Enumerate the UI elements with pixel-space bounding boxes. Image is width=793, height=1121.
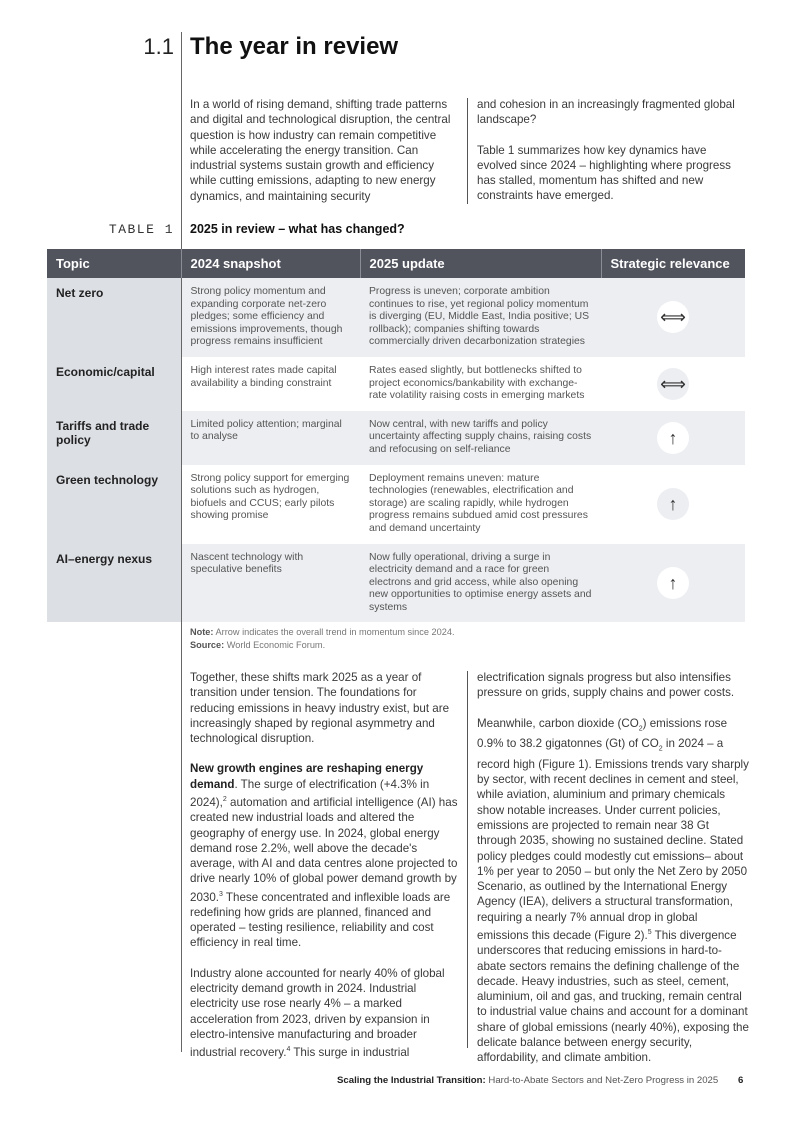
snapshot-cell: Strong policy momentum and expanding corporate net-zero pledges; some efficiency and emissions improvements, though progress remains insufficient (181, 278, 360, 357)
table-row (47, 465, 745, 544)
sideways-arrow-icon: ⟺ (657, 301, 689, 333)
snapshot-cell: High interest rates made capital availability a binding constraint (181, 357, 360, 411)
column-rule (467, 671, 468, 1048)
intro-paragraph: Table 1 summarizes how key dynamics have evolved since 2024 – highlighting where progress has stalled, momentum has shifted and new constraints have emerged. (477, 143, 731, 203)
table-note (190, 626, 455, 651)
paragraph-lead: New growth engines are reshaping energy demand (190, 762, 424, 791)
body-paragraph: Industry alone accounted for nearly 40% of global electricity demand growth in 2024. Industrial electricity use rose nearly 4% – a marked acceleration from 2023, driven by expansion in electro-intensive manufacturing and broader industrial recovery.$^4$ This surge in industrial (190, 966, 445, 1060)
topic-cell: Net zero (47, 278, 181, 357)
topic-cell: Tariffs and trade policy (47, 411, 181, 465)
up-arrow-icon: ↑ (657, 488, 689, 520)
topic-cell: Green technology (47, 465, 181, 544)
page-number: 6 (738, 1075, 744, 1086)
body-right-column (477, 670, 749, 1081)
body-paragraph: New growth engines are reshaping energy demand. The surge of electrification (+4.3% in 2024),$^2$ automation and artificial intelligence (AI) has created new industrial loads and altered the geography of energy use. In 2024, global energy demand rose 2.2%, well above the decade's average, with AI and data centres alone projected to drive nearly 10% of global power demand growth by 2030.$^3$ These concentrated and inflexible loads are redefining how grids are planned, financed and operated – testing resilience, reliability and cost efficiency in real time. (190, 762, 458, 950)
column-header-strategic-relevance: Strategic relevance (601, 249, 745, 278)
relevance-cell (601, 544, 745, 623)
relevance-cell (601, 465, 745, 544)
snapshot-cell: Strong policy support for emerging solutions such as hydrogen, biofuels and CCUS; early pilots showing promise (181, 465, 360, 544)
body-left-column (190, 670, 458, 1075)
intro-right-column (477, 97, 749, 219)
update-cell: Rates eased slightly, but bottlenecks shifted to project economics/bankability with exchange-rate volatility raising costs in emerging markets (360, 357, 601, 411)
column-header-2025-update: 2025 update (360, 249, 601, 278)
source-label: Source: (190, 639, 225, 650)
body-paragraph: Meanwhile, carbon dioxide $(CO_2)$ emissions rose 0.9% to 38.2 gigatonnes (Gt) of $CO_2$ in 2024 – a record high (Figure 1). Emissions trends vary sharply by sector, with recent declines in cement and steel, while aviation, aluminium and primary chemicals show notable increases. Under current policies, emissions are projected to remain near 38 Gt through 2035, showing no sustained decline. Stated policy pledges could modestly cut emissions– about 1% per year to 2050 – but only the Net Zero by 2050 Scenario, as outlined by the International Energy Agency (IEA), delivers a structural transformation, requiring a nearly 7% annual drop in global emissions this decade (Figure 2).$^5$ This divergence underscores that reducing emissions in hard-to-abate sectors remains the defining challenge of the decade. Heavy industries, such as steel, cement, aluminium, oil and gas, and trucking, remain central to industrial value chains and account for a dominant share of global emissions (nearly 40%), exposing the delicate balance between energy security, affordability, and climate ambition. (477, 716, 749, 1065)
column-rule (467, 98, 468, 204)
intro-paragraph: In a world of rising demand, shifting trade patterns and digital and technological disruption, the central question is how industry can remain competitive while accelerating the energy transition. Can industrial systems sustain growth and efficiency while cutting emissions, adapting to new energy dynamics, and maintaining security (190, 98, 451, 203)
section-number: 1.1 (143, 34, 174, 59)
table-header-row (47, 249, 745, 278)
relevance-cell (601, 411, 745, 465)
update-cell: Deployment remains uneven: mature technologies (renewables, electrification and storage) are scaling rapidly, while hydrogen progress remains subdued amid cost pressures and demand uncertainty (360, 465, 601, 544)
note-label: Note: (190, 627, 214, 637)
body-paragraph: electrification signals progress but also intensifies pressure on grids, supply chains and power costs. (477, 671, 735, 700)
footer-title-bold: Scaling the Industrial Transition: (337, 1075, 486, 1086)
review-table (47, 249, 745, 622)
footnote-ref: 4 (286, 1046, 291, 1054)
snapshot-cell: Limited policy attention; marginal to analyse (181, 411, 360, 465)
column-header-2024-snapshot: 2024 snapshot (181, 249, 360, 278)
update-cell: Progress is uneven; corporate ambition continues to rise, yet regional policy momentum is diverging (EU, Middle East, India positive; US rollback); companies shifting towards commercially driven decarbonization strategies (360, 278, 601, 357)
table-label: TABLE 1 (108, 222, 174, 237)
footer-title: Hard-to-Abate Sectors and Net-Zero Progress in 2025 (485, 1075, 719, 1086)
sideways-arrow-icon: ⟺ (657, 368, 689, 400)
intro-paragraph: and cohesion in an increasingly fragmented global landscape? (477, 98, 735, 127)
up-arrow-icon: ↑ (657, 422, 689, 454)
footnote-ref: 3 (219, 890, 223, 898)
snapshot-cell: Nascent technology with speculative benefits (181, 544, 360, 623)
source-text: World Economic Forum. (224, 639, 326, 650)
page-footer (337, 1075, 718, 1086)
table-row (47, 544, 745, 623)
page-title: The year in review (190, 33, 399, 60)
table-row (47, 278, 745, 357)
table-row (47, 357, 745, 411)
topic-cell: AI–energy nexus (47, 544, 181, 623)
update-cell: Now fully operational, driving a surge in electricity demand and a race for green electrons and grid access, while also opening new opportunities to optimise energy assets and systems (360, 544, 601, 623)
table-row (47, 411, 745, 465)
relevance-cell (601, 357, 745, 411)
note-text: Arrow indicates the overall trend in momentum since 2024. (213, 627, 455, 637)
intro-left-column (190, 97, 458, 219)
footnote-ref: 5 (647, 929, 652, 937)
column-header-topic: Topic (47, 249, 181, 278)
topic-cell: Economic/capital (47, 357, 181, 411)
up-arrow-icon: ↑ (657, 567, 689, 599)
body-paragraph: Together, these shifts mark 2025 as a year of transition under tension. The foundations for reducing emissions in heavy industry exist, but are increasingly shaped by regional asymmetry and technological disruption. (190, 671, 450, 746)
footnote-ref: 2 (222, 796, 227, 804)
table-title: 2025 in review – what has changed? (190, 222, 405, 236)
relevance-cell (601, 278, 745, 357)
update-cell: Now central, with new tariffs and policy uncertainty affecting supply chains, raising costs and refocusing on self-reliance (360, 411, 601, 465)
